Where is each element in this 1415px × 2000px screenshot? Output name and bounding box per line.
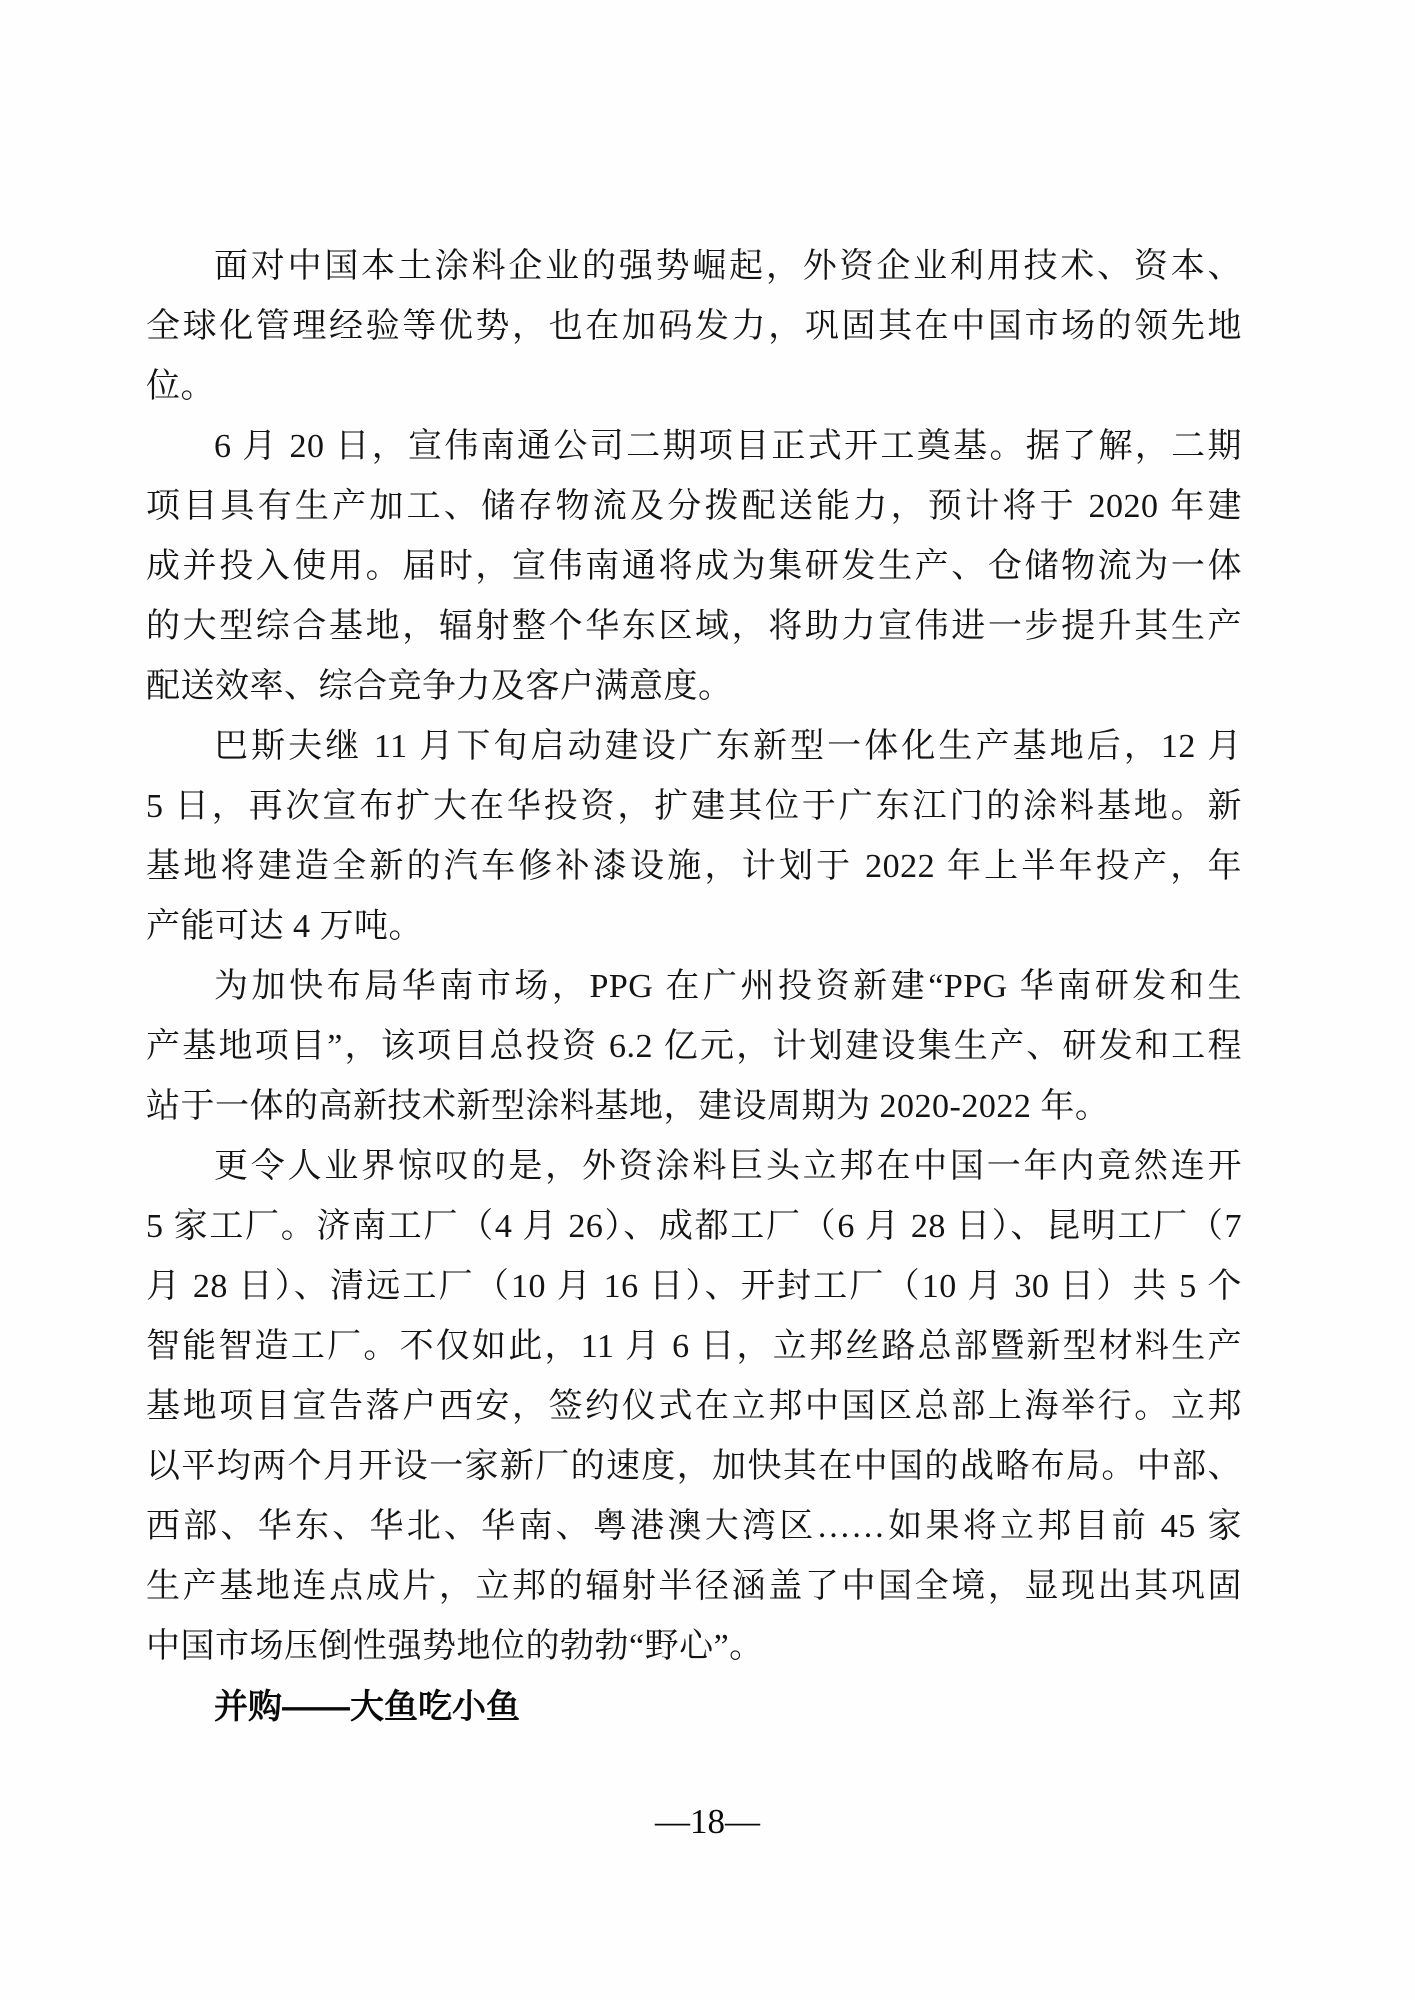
text-line: 配送效率、综合竞争力及客户满意度。 [146, 668, 733, 705]
text-line: 全球化管理经验等优势，也在加码发力，巩固其在中国市场的领先地 [146, 308, 1242, 345]
page-number: —18— [655, 1802, 760, 1841]
text-line: 以平均两个月开设一家新厂的速度，加快其在中国的战略布局。中部、 [146, 1448, 1242, 1485]
text-line: 为加快布局华南市场，PPG 在广州投资新建“PPG 华南研发和生 [214, 968, 1242, 1005]
text-line: 站于一体的高新技术新型涂料基地，建设周期为 2020-2022 年。 [146, 1088, 1110, 1125]
text-line: 生产基地连点成片，立邦的辐射半径涵盖了中国全境，显现出其巩固 [146, 1568, 1242, 1605]
text-line: 基地项目宣告落户西安，签约仪式在立邦中国区总部上海举行。立邦 [146, 1388, 1242, 1425]
text-line: 6 月 20 日，宣伟南通公司二期项目正式开工奠基。据了解，二期 [214, 428, 1242, 465]
text-line: 巴斯夫继 11 月下旬启动建设广东新型一体化生产基地后，12 月 [214, 728, 1242, 765]
text-line: 面对中国本土涂料企业的强势崛起，外资企业利用技术、资本、 [214, 248, 1242, 285]
text-line: 月 28 日）、清远工厂（10 月 16 日）、开封工厂（10 月 30 日）共 5 个 [146, 1268, 1242, 1305]
text-line: 智能智造工厂。不仅如此，11 月 6 日，立邦丝路总部暨新型材料生产 [146, 1328, 1242, 1365]
paragraph [146, 417, 1242, 717]
section-heading: 并购——大鱼吃小鱼 [214, 1688, 520, 1726]
text-line: 西部、华东、华北、华南、粤港澳大湾区……如果将立邦目前 45 家 [146, 1508, 1242, 1545]
paragraph [146, 237, 1242, 417]
text-line: 成并投入使用。届时，宣伟南通将成为集研发生产、仓储物流为一体 [146, 548, 1242, 585]
text-line: 产能可达 4 万吨。 [146, 908, 423, 945]
paragraph [146, 717, 1242, 957]
text-line: 位。 [146, 368, 215, 405]
document-body [146, 237, 1242, 1737]
text-line: 的大型综合基地，辐射整个华东区域，将助力宣伟进一步提升其生产 [146, 608, 1242, 645]
paragraph [146, 957, 1242, 1137]
text-line: 5 家工厂。济南工厂（4 月 26）、成都工厂（6 月 28 日）、昆明工厂（7 [146, 1208, 1242, 1245]
text-line: 项目具有生产加工、储存物流及分拨配送能力，预计将于 2020 年建 [146, 488, 1242, 525]
text-line: 5 日，再次宣布扩大在华投资，扩建其位于广东江门的涂料基地。新 [146, 788, 1242, 825]
text-line: 基地将建造全新的汽车修补漆设施，计划于 2022 年上半年投产，年 [146, 848, 1242, 885]
text-line: 中国市场压倒性强势地位的勃勃“野心”。 [146, 1628, 764, 1665]
text-line: 产基地项目”，该项目总投资 6.2 亿元，计划建设集生产、研发和工程 [146, 1028, 1242, 1065]
text-line: 更令人业界惊叹的是，外资涂料巨头立邦在中国一年内竟然连开 [214, 1148, 1242, 1185]
paragraph [146, 1137, 1242, 1677]
